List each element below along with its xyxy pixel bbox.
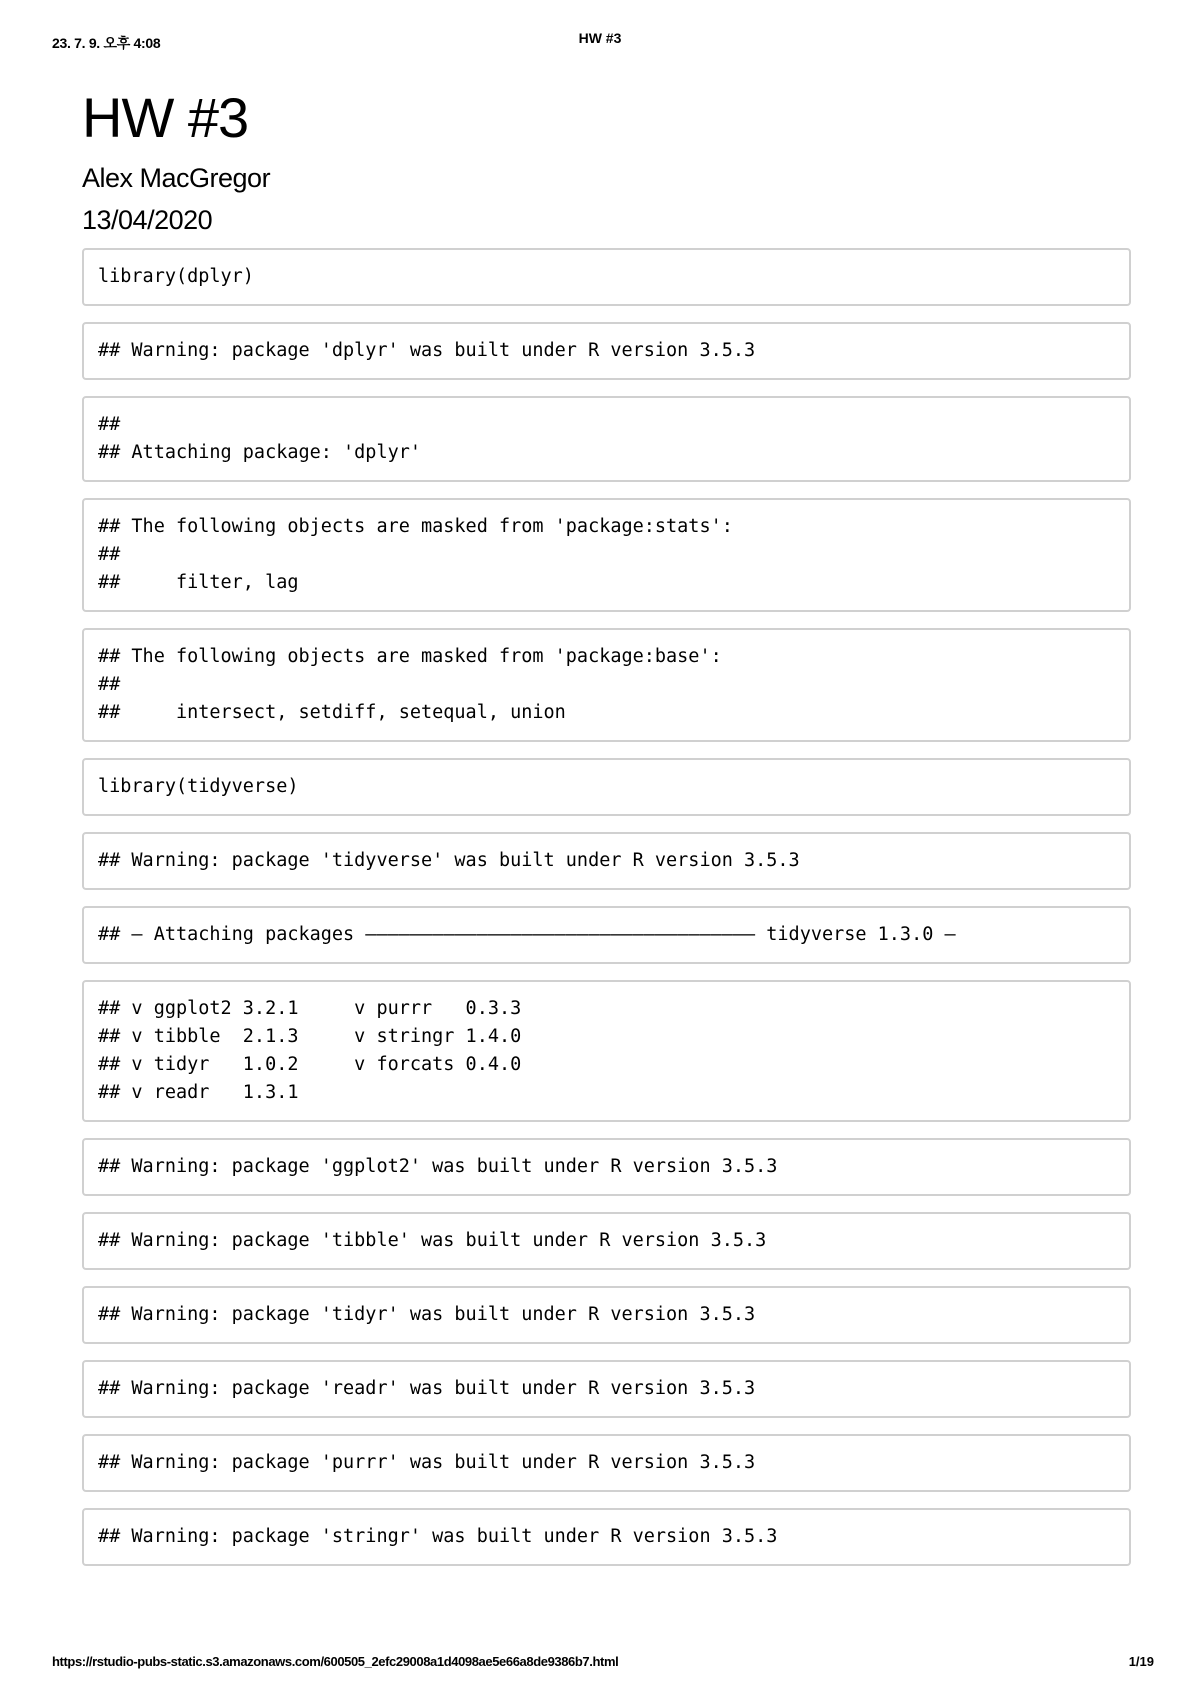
output-package-list: ## v ggplot2 3.2.1 v purrr 0.3.3 ## v tibble 2.1.3 v stringr 1.4.0 ## v tidyr 1.0.2 v forcats 0.4.0 ## v readr 1.3.1 (82, 980, 1131, 1122)
output-masked-stats: ## The following objects are masked from 'package:stats': ## ## filter, lag (82, 498, 1131, 612)
output-warning-tibble: ## Warning: package 'tibble' was built under R version 3.5.3 (82, 1212, 1131, 1270)
output-warning-readr: ## Warning: package 'readr' was built under R version 3.5.3 (82, 1360, 1131, 1418)
document-title: HW #3 (82, 86, 249, 149)
print-footer-url: https://rstudio-pubs-static.s3.amazonaws.com/600505_2efc29008a1d4098ae5e66a8de9386b7.html (52, 1654, 619, 1669)
print-header-datetime: 23. 7. 9. 오후 4:08 (52, 35, 161, 51)
code-blocks (82, 248, 1131, 1566)
document-body (82, 82, 1131, 1582)
output-warning-stringr: ## Warning: package 'stringr' was built under R version 3.5.3 (82, 1508, 1131, 1566)
output-warning-dplyr: ## Warning: package 'dplyr' was built under R version 3.5.3 (82, 322, 1131, 380)
document-date: 13/04/2020 (82, 205, 213, 235)
output-masked-base: ## The following objects are masked from 'package:base': ## ## intersect, setdiff, setequal, union (82, 628, 1131, 742)
document-author: Alex MacGregor (82, 163, 271, 193)
output-warning-tidyr: ## Warning: package 'tidyr' was built under R version 3.5.3 (82, 1286, 1131, 1344)
code-chunk-library-dplyr: library(dplyr) (82, 248, 1131, 306)
output-warning-ggplot2: ## Warning: package 'ggplot2' was built under R version 3.5.3 (82, 1138, 1131, 1196)
code-chunk-library-tidyverse: library(tidyverse) (82, 758, 1131, 816)
output-warning-purrr: ## Warning: package 'purrr' was built under R version 3.5.3 (82, 1434, 1131, 1492)
output-warning-tidyverse: ## Warning: package 'tidyverse' was built under R version 3.5.3 (82, 832, 1131, 890)
print-header-title: HW #3 (578, 30, 622, 46)
print-footer-page-number: 1/19 (1128, 1654, 1154, 1669)
output-attaching-dplyr: ## ## Attaching package: 'dplyr' (82, 396, 1131, 482)
output-attaching-packages-header: ## — Attaching packages ——————————————————————————————————— tidyverse 1.3.0 — (82, 906, 1131, 964)
